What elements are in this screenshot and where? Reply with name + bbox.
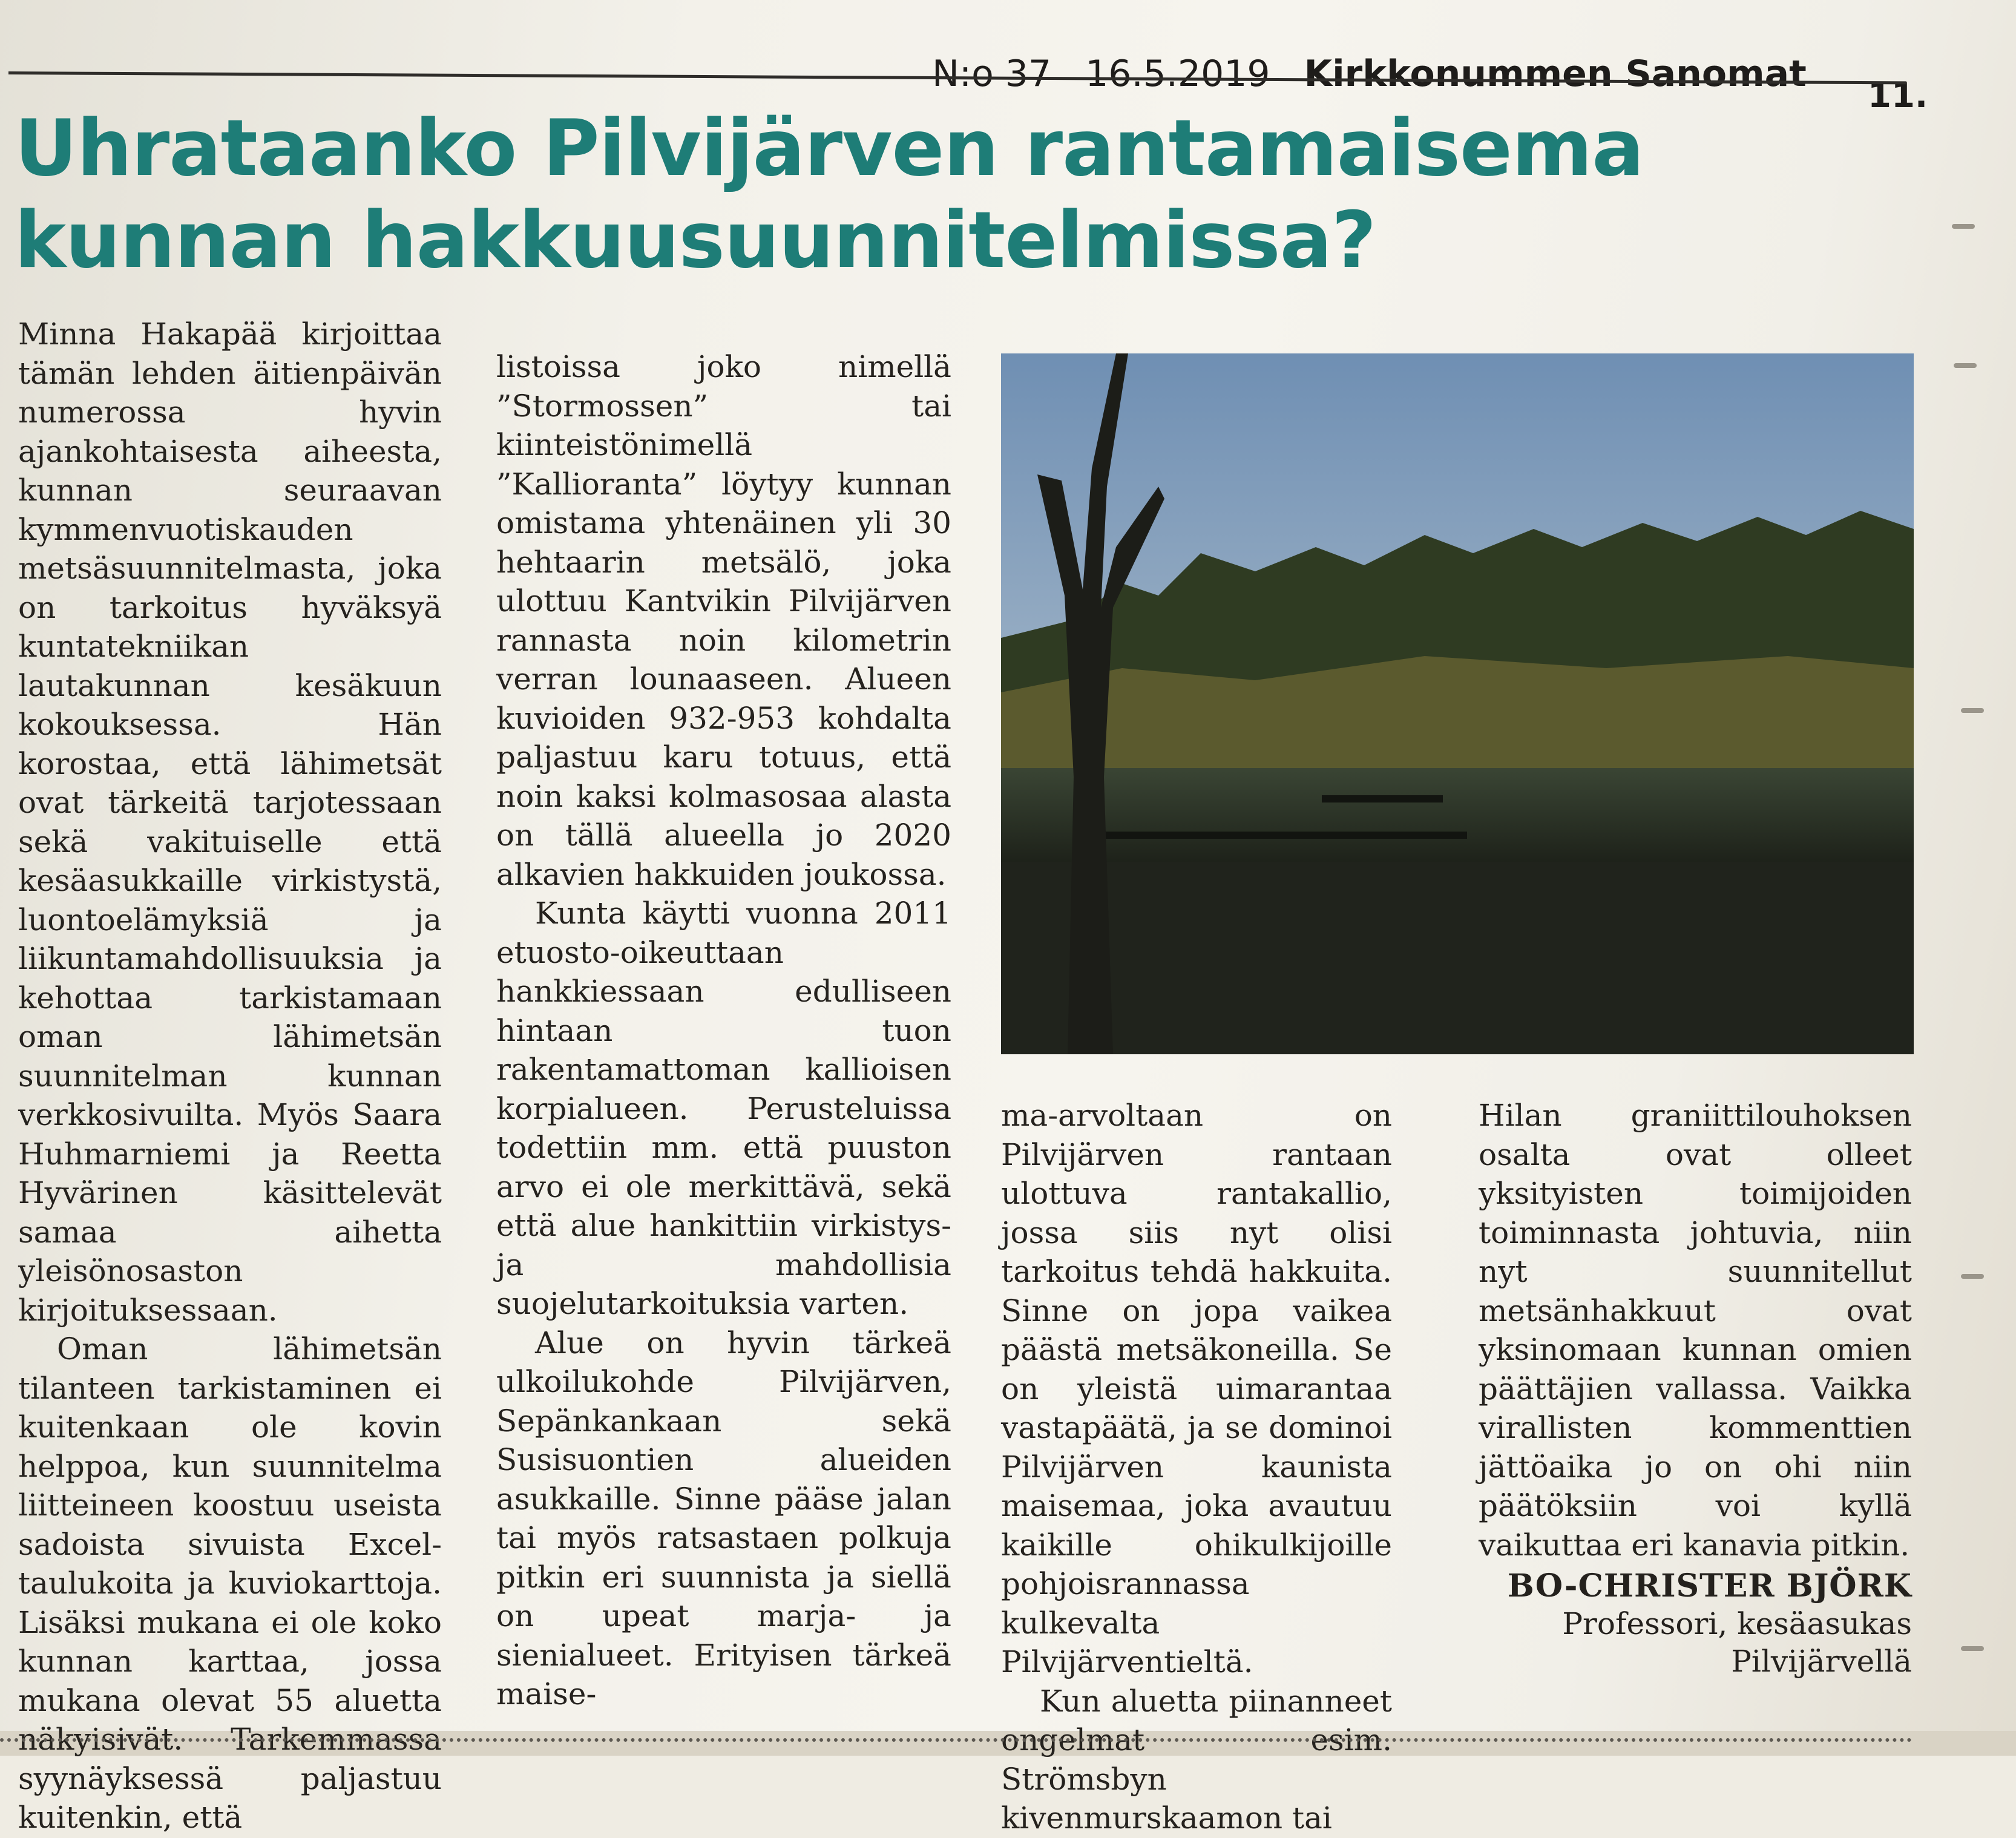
paragraph: listoissa joko nimellä ”Stormossen” tai kiinteistönimellä ”Kallioranta” löytyy kunnan omistama yhtenäinen yli 30 hehtaarin metsälö, joka ulottuu Kantvikin Pilvijärven rannasta noin kilometrin verran lounaaseen. Alueen kuvioiden 932-953 kohdalta paljastuu karu totuus, että noin kaksi kolmasosaa alasta on tällä alueella jo 2020 alkavien hakkuiden joukossa. xyxy=(496,349,951,892)
article-column-3 xyxy=(1001,1096,1392,1838)
author-name: BO-CHRISTER BJÖRK xyxy=(1507,1567,1912,1604)
lake-photo xyxy=(1001,353,1914,1054)
staple-mark-icon xyxy=(1961,1274,1984,1279)
paragraph: Hilan graniittilouhoksen osalta ovat olleet yksityisten toimijoiden toiminnasta johtuvia, niin nyt suunnitellut metsänhakkuut ovat yksinomaan kunnan omien päättäjien vallassa. Vaikka virallisten kommenttien jättöaika jo on ohi niin päätöksiin voi kyllä vaikuttaa eri kanavia pitkin. xyxy=(1479,1098,1912,1563)
paragraph: Oman lähimetsän tilanteen tarkistaminen ei kuitenkaan ole kovin helppoa, kun suunnitelma liitteineen koostuu useista sadoista sivuista Excel-taulukoita ja kuviokarttoja. Lisäksi mukana ei ole koko kunnan karttaa, jossa mukana olevat 55 aluetta näkyisivät. Tarkemmassa syynäyksessä paljastuu kuitenkin, että xyxy=(18,1331,442,1835)
paragraph: Kun aluetta piinanneet ongelmat esim. Strömsbyn kivenmurskaamon tai xyxy=(1001,1683,1392,1836)
staple-mark-icon xyxy=(1954,363,1977,368)
dotted-rule xyxy=(0,1738,1913,1742)
issue-number: N:o 37 xyxy=(932,53,1052,95)
article-headline: Uhrataanko Pilvijärven rantamaisema kunnan hakkuusuunnitelmissa? xyxy=(15,103,1644,286)
paragraph: Minna Hakapää kirjoittaa tämän lehden äitienpäivän numerossa hyvin ajankohtaisesta aiheesta, kunnan seuraavan kymmenvuotiskauden metsäsuunnitelmasta, joka on tarkoitus hyväksyä kuntatekniikan lautakunnan kesäkuun kokouksessa. Hän korostaa, että lähimetsät ovat tärkeitä tarjotessaan sekä vakituiselle että kesäasukkaille virkistystä, luontoelämyksiä ja liikuntamahdollisuuksia ja kehottaa tarkistamaan oman lähimetsän suunnitelman kunnan verkkosivuilta. Myös Saara Huhmarniemi ja Reetta Hyvärinen käsittelevät samaa aihetta yleisönosaston kirjoituksessaan. xyxy=(18,317,442,1328)
author-signature xyxy=(1479,1567,1912,1680)
author-location: Pilvijärvellä xyxy=(1731,1644,1912,1679)
paragraph: ma-arvoltaan on Pilvijärven rantaan ulottuva rantakallio, jossa siis nyt olisi tarkoitus tehdä hakkuita. Sinne on jopa vaikea päästä metsäkoneilla. Se on yleistä uimarantaa vastapäätä, ja se dominoi Pilvijärven kaunista maisemaa, joka avautuu kaikille ohikulkijoille pohjoisrannassa kulkevalta Pilvijärventieltä. xyxy=(1001,1098,1392,1679)
newspaper-name: Kirkkonummen Sanomat xyxy=(1304,53,1807,95)
staple-mark-icon xyxy=(1961,1646,1984,1651)
lake-landscape-image xyxy=(1001,353,1914,1054)
article-column-1 xyxy=(18,315,442,1837)
issue-date: 16.5.2019 xyxy=(1085,53,1270,95)
paragraph: Alue on hyvin tärkeä ulkoilukohde Pilvijärven, Sepänkankaan sekä Susisuontien alueiden asukkaille. Sinne pääse jalan tai myös ratsastaen polkuja pitkin eri suunnista ja siellä on upeat marja- ja sienialueet. Erityisen tärkeä maise- xyxy=(496,1325,951,1712)
masthead xyxy=(932,53,1807,95)
staple-mark-icon xyxy=(1961,708,1984,713)
page-number: 11. xyxy=(1868,76,1928,116)
author-title: Professori, kesäasukas xyxy=(1562,1606,1912,1641)
staple-mark-icon xyxy=(1952,224,1975,229)
article-column-4 xyxy=(1479,1096,1912,1564)
article-column-2 xyxy=(496,347,951,1714)
paragraph: Kunta käytti vuonna 2011 etuosto-oikeuttaan hankkiessaan edulliseen hintaan tuon rakentamattoman kallioisen korpialueen. Perusteluissa todettiin mm. että puuston arvo ei ole merkittävä, sekä että alue hankittiin virkistys- ja mahdollisia suojelutarkoituksia varten. xyxy=(496,896,951,1321)
